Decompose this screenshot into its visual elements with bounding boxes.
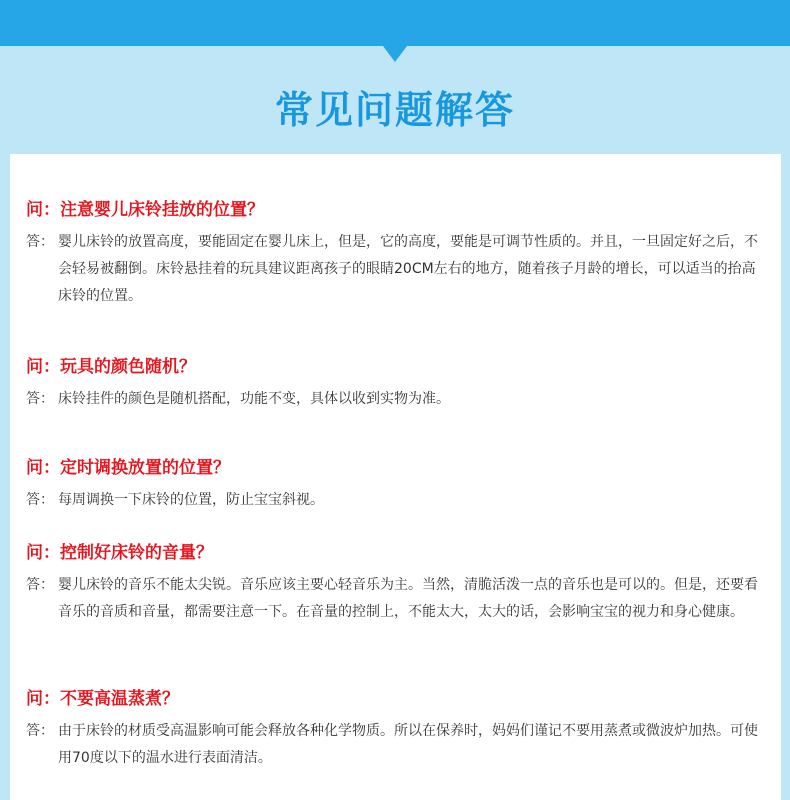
- faq-answer: [10, 229, 781, 310]
- faq-item: [10, 198, 781, 310]
- faq-question: 问：注意婴儿床铃挂放的位置？: [26, 200, 264, 220]
- answer-prefix: 答：: [26, 234, 54, 250]
- faq-question: 问：玩具的颜色随机？: [26, 357, 196, 377]
- answer-prefix: 答：: [26, 492, 54, 508]
- faq-answer: [10, 718, 781, 772]
- header-bar: [0, 0, 790, 46]
- answer-text: 每周调换一下床铃的位置，防止宝宝斜视。: [58, 492, 324, 508]
- faq-question: 问：定时调换放置的位置？: [26, 458, 230, 478]
- answer-prefix: 答：: [26, 577, 54, 593]
- faq-item: [10, 687, 781, 772]
- answer-text: 婴儿床铃的放置高度，要能固定在婴儿床上，但是，它的高度，要能是可调节性质的。并且，一旦固定好之后，不会轻易被翻倒。床铃悬挂着的玩具建议距离孩子的眼睛20CM左右的地方，随着孩子月龄的增长，可以适当的抬高床铃的位置。: [58, 234, 758, 304]
- answer-text: 婴儿床铃的音乐不能太尖锐。音乐应该主要心轻音乐为主。当然，清脆活泼一点的音乐也是可以的。但是，还要看音乐的音质和音量，都需要注意一下。在音量的控制上，不能太大，太大的话，会影响宝宝的视力和身心健康。: [58, 577, 758, 620]
- answer-text: 由于床铃的材质受高温影响可能会释放各种化学物质。所以在保养时，妈妈们谨记不要用蒸煮或微波炉加热。可使用70度以下的温水进行表面清洁。: [58, 723, 758, 766]
- faq-panel: [10, 154, 781, 800]
- page-title: 常见问题解答: [274, 88, 515, 132]
- faq-answer: [10, 487, 781, 514]
- answer-prefix: 答：: [26, 723, 54, 739]
- faq-question: 问：不要高温蒸煮？: [26, 689, 179, 709]
- answer-text: 床铃挂件的颜色是随机搭配，功能不变，具体以收到实物为准。: [58, 391, 450, 407]
- faq-answer: [10, 572, 781, 626]
- faq-item: [10, 541, 781, 626]
- header-notch: [383, 46, 407, 62]
- answer-prefix: 答：: [26, 391, 54, 407]
- faq-answer: [10, 386, 781, 413]
- faq-item: [10, 355, 781, 413]
- faq-item: [10, 456, 781, 514]
- faq-question: 问：控制好床铃的音量？: [26, 543, 213, 563]
